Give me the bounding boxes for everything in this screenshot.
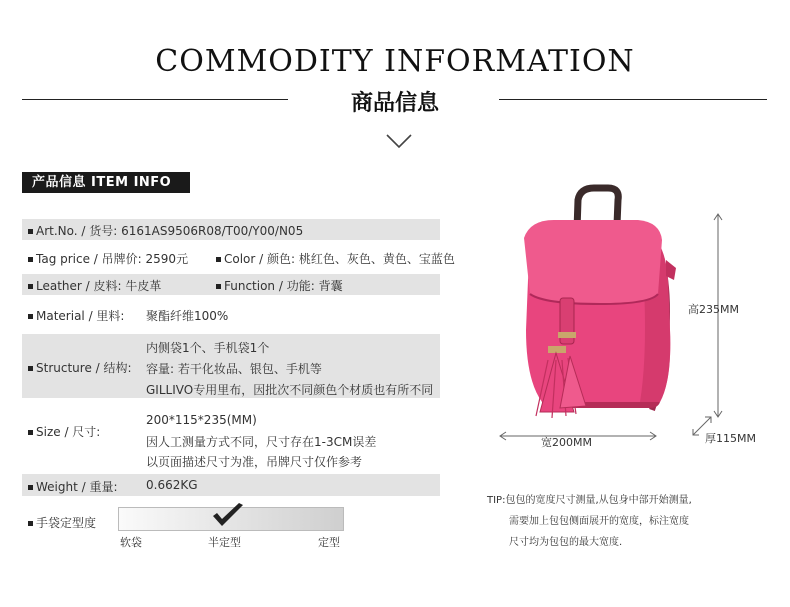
structure-label: Structure / 结构: (36, 361, 132, 375)
function-text: Function / 功能: 背囊 (224, 279, 343, 293)
size-line-3: 以页面描述尺寸为准，吊牌尺寸仅作参考 (146, 455, 363, 469)
bullet-icon (28, 521, 33, 526)
price-color-row (22, 247, 472, 268)
weight-label: Weight / 重量: (36, 480, 118, 494)
structure-line-1: 内侧袋1个、手机袋1个 (146, 341, 270, 355)
bullet-icon (28, 229, 33, 234)
art-no-row (22, 219, 440, 240)
structure-line-2: 容量: 若干化妆品、银包、手机等 (146, 362, 322, 376)
bullet-icon (28, 257, 33, 262)
bullet-icon (28, 366, 33, 371)
title-divider-right (499, 99, 767, 100)
leather-function-row (22, 274, 440, 295)
depth-label: 厚115MM (705, 432, 756, 445)
art-no-text: Art.No. / 货号: 6161AS9506R08/T00/Y00/N05 (36, 224, 304, 238)
size-label: Size / 尺寸: (36, 425, 101, 439)
bullet-icon (28, 430, 33, 435)
bullet-icon (28, 284, 33, 289)
leather-text: Leather / 皮料: 牛皮革 (36, 279, 162, 293)
bullet-icon (216, 284, 221, 289)
material-row (22, 304, 440, 325)
bullet-icon (28, 314, 33, 319)
bullet-icon (28, 485, 33, 490)
chevron-down-icon (385, 133, 413, 151)
scale-label-soft: 软袋 (120, 536, 142, 549)
tip-line-3: 尺寸均为包包的最大宽度. (509, 537, 623, 548)
material-label: Material / 里料: (36, 309, 125, 323)
page-title-en: COMMODITY INFORMATION (155, 44, 635, 79)
checkmark-icon (210, 502, 246, 530)
shape-label: 手袋定型度 (36, 516, 97, 530)
tip-line-1: TIP:包包的宽度尺寸测量,从包身中部开始测量, (487, 495, 692, 506)
scale-label-firm: 定型 (318, 536, 340, 549)
height-arrow-icon (700, 212, 740, 422)
scale-label-semi: 半定型 (208, 536, 241, 549)
bullet-icon (216, 257, 221, 262)
weight-value: 0.662KG (146, 478, 198, 492)
shape-row (22, 512, 122, 530)
size-row (22, 410, 440, 472)
color-text: Color / 颜色: 桃红色、灰色、黄色、宝蓝色 (224, 252, 455, 266)
size-line-2: 因人工测量方式不同，尺寸存在1-3CM误差 (146, 435, 377, 449)
width-label: 宽200MM (541, 436, 592, 449)
structure-row (22, 334, 440, 398)
structure-line-3: GILLIVO专用里布，因批次不同颜色个材质也有所不同 (146, 383, 434, 397)
page-title-cn: 商品信息 (350, 91, 439, 116)
tip-line-2: 需要加上包包侧面展开的宽度，标注宽度 (509, 516, 689, 527)
tag-price-text: Tag price / 吊牌价: 2590元 (36, 252, 189, 266)
size-line-1: 200*115*235(MM) (146, 413, 257, 427)
material-value: 聚酯纤维100% (146, 309, 229, 323)
item-info-tag: 产品信息 ITEM INFO (22, 172, 190, 193)
height-label: 高235MM (688, 303, 739, 316)
weight-row (22, 474, 440, 496)
